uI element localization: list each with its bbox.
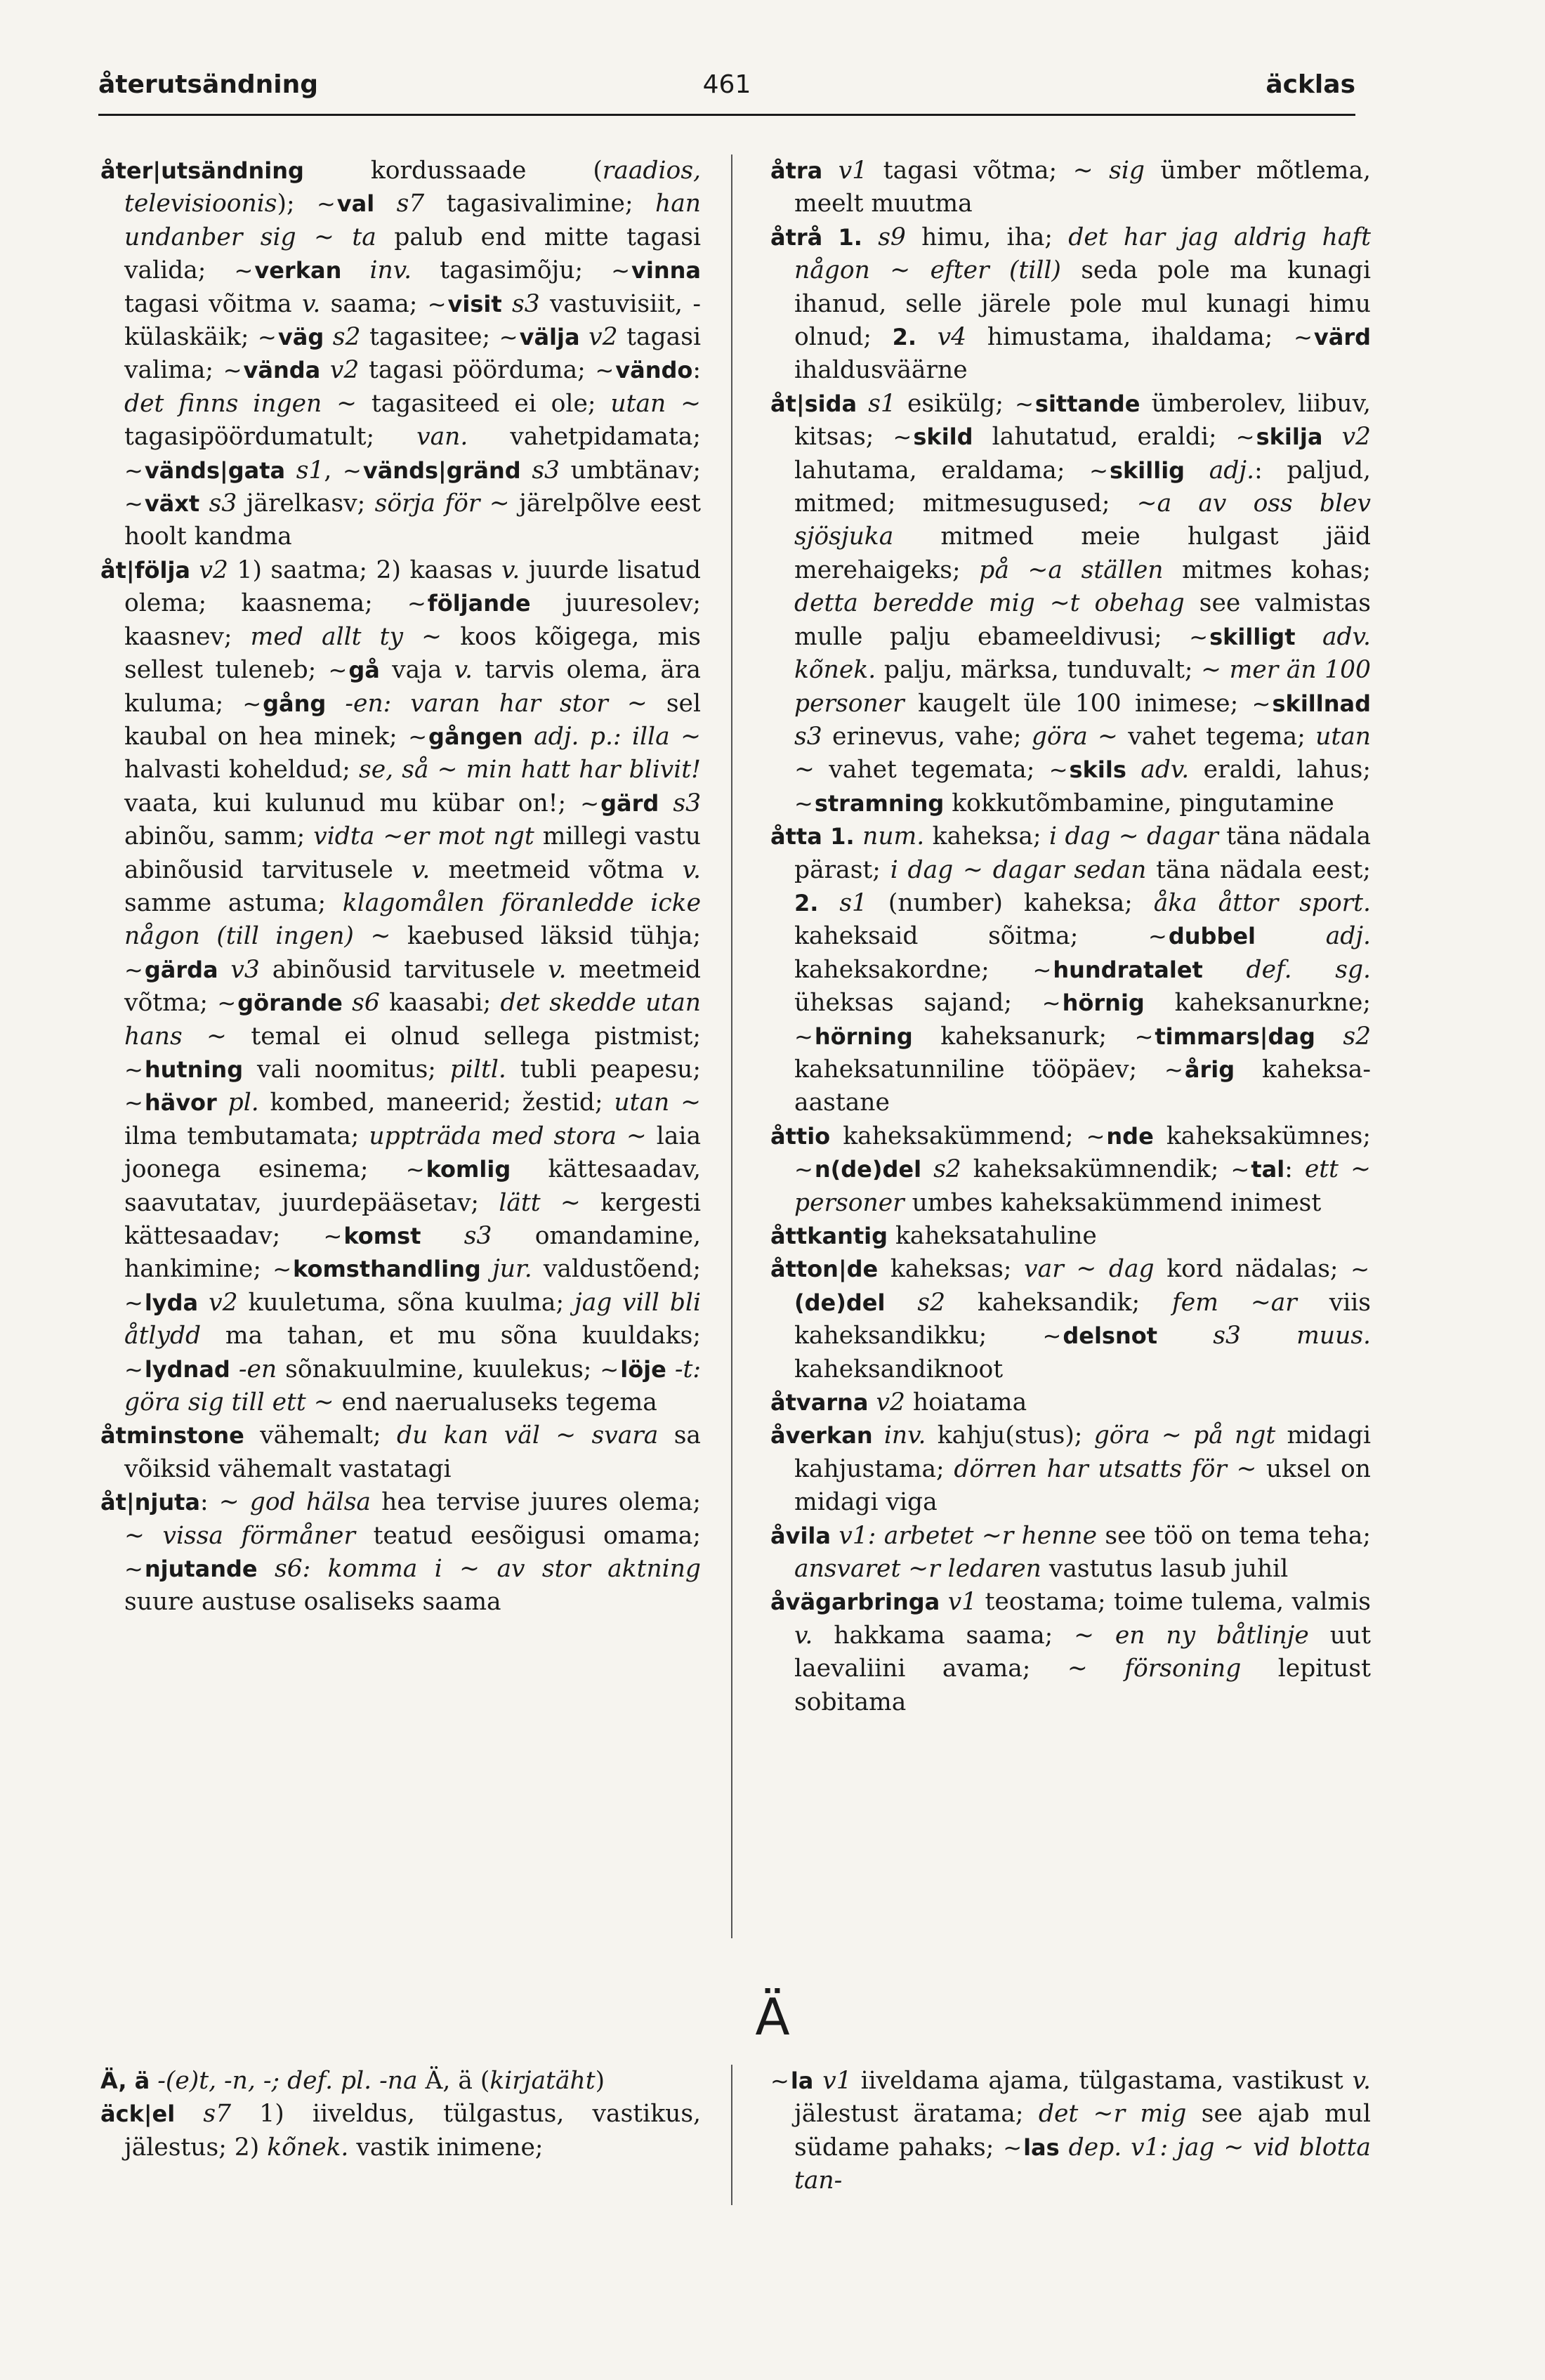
header-rule bbox=[98, 114, 1355, 116]
bottom-left-column bbox=[100, 2065, 701, 2164]
dictionary-entry: åtvarna v2 hoiatama bbox=[770, 1388, 1027, 1417]
dictionary-entry: äck|el s7 1) iiveldus, tülgastus, vastikus, jälestus; 2) kõnek. vastik inimene; bbox=[100, 2100, 702, 2162]
dictionary-entry: åtta 1. num. kaheksa; i dag ~ dagar täna nädala pärast; i dag ~ dagar sedan täna nädala eest; 2. s1 (number) kaheksa; åka åttor sport. kaheksaid sõitma; ~ dubbel adj. kaheksakordne; ~ hundratalet def. sg. üheksas sajand; ~ hörnig kaheksanurkne; ~ hörning kaheksanurk; ~ timmars|dag s2 kaheksatunniline tööpäev; ~ årig kaheksa-aastane bbox=[770, 820, 1371, 1120]
page-number: 461 bbox=[702, 70, 751, 99]
bottom-right-column bbox=[770, 2065, 1371, 2198]
dictionary-entry: åtton|de kaheksas; var ~ dag kord nädalas; ~ (de)del s2 kaheksandik; fem ~ar viis kaheksandikku; ~ delsnot s3 muus. kaheksandiknoot bbox=[770, 1253, 1371, 1386]
column-divider bbox=[731, 154, 732, 1938]
dictionary-entry: åvägarbringa v1 teostama; toime tulema, valmis v. hakkama saama; ~ en ny båtlinje uut laevaliini avama; ~ försoning lepitust sobitama bbox=[770, 1588, 1372, 1716]
dictionary-entry: åtrå 1. s9 himu, iha; det har jag aldrig haft någon ~ efter (till) seda pole ma kunagi ihanud, selle järele pole mul kunagi himu olnud; 2. v4 himustama, ihaldama; ~ värd ihaldusväärne bbox=[770, 221, 1371, 388]
right-column bbox=[770, 154, 1371, 1719]
dictionary-entry: åt|sida s1 esikülg; ~ sittande ümberolev, liibuv, kitsas; ~ skild lahutatud, eraldi; ~ skilja v2 lahutama, eraldama; ~ skillig adj.: paljud, mitmed; mitmesugused; ~a av oss blev sjösjuka mitmed meie hulgast jäid merehaigeks; på ~a ställen mitmes kohas; detta beredde mig ~t obehag see valmistas mulle palju ebameeldivusi; ~ skilligt adv. kõnek. palju, märksa, tunduvalt; ~ mer än 100 personer kaugelt üle 100 inimese; ~ skillnad s3 erinevus, vahe; göra ~ vahet tegema; utan ~ vahet tegemata; ~ skils adv. eraldi, lahus; ~ stramning kokkutõmbamine, pingutamine bbox=[770, 388, 1371, 820]
dictionary-entry: åtminstone vähemalt; du kan väl ~ svara sa võiksid vähemalt vastatagi bbox=[100, 1421, 701, 1483]
dictionary-entry: Ä, ä -(e)t, -n, -; def. pl. -na Ä, ä (kirjatäht) bbox=[100, 2067, 605, 2095]
dictionary-entry: åt|följa v2 1) saatma; 2) kaasas v. juurde lisatud olema; kaasnema; ~ följande juuresolev; kaasnev; med allt ty ~ koos kõigega, mis sellest tuleneb; ~ gå vaja v. tarvis olema, ära kuluma; ~ gång -en: varan har stor ~ sel kaubal on hea minek; ~ gången adj. p.: illa ~ halvasti koheldud; se, så ~ min hatt har blivit! vaata, kui kulunud mu kübar on!; ~ gärd s3 abinõu, samm; vidta ~er mot ngt millegi vastu abinõusid tarvitusele v. meetmeid võtma v. samme astuma; klagomålen föranledde icke någon (till ingen) ~ kaebused läksid tühja; ~ gärda v3 abinõusid tarvitusele v. meetmeid võtma; ~ görande s6 kaasabi; det skedde utan hans ~ temal ei olnud sellega pistmist; ~ hutning vali noomitus; piltl. tubli peapesu; ~ hävor pl. kombed, maneerid; žestid; utan ~ ilma tembutamata; uppträda med stora ~ laia joonega esinema; ~ komlig kättesaadav, saavutatav, juurdepääsetav; lätt ~ kergesti kättesaadav; ~ komst s3 omandamine, hankimine; ~ komsthandling jur. valdustõend; ~ lyda v2 kuuletuma, sõna kuulma; jag vill bli åtlydd ma tahan, et mu sõna kuuldaks; ~ lydnad -en sõnakuulmine, kuulekus; ~ löje -t: göra sig till ett ~ end naerualuseks tegema bbox=[100, 554, 701, 1420]
section-letter: Ä bbox=[755, 1987, 790, 2046]
dictionary-entry: ~ la v1 iiveldama ajama, tülgastama, vastikust v. jälestust äratama; det ~r mig see ajab mul südame pahaks; ~ las dep. v1: jag ~ vid blotta tan- bbox=[770, 2065, 1371, 2198]
dictionary-entry: åt|njuta: ~ god hälsa hea tervise juures olema; ~ vissa förmåner teatud eesõigusi omama; ~ njutande s6: komma i ~ av stor aktning suure austuse osaliseks saama bbox=[100, 1486, 701, 1619]
running-head-right: äcklas bbox=[1265, 70, 1355, 99]
dictionary-entry: åttio kaheksakümmend; ~ nde kaheksakümnes; ~ n(de)del s2 kaheksakümnendik; ~ tal: ett ~ personer umbes kaheksakümmend inimest bbox=[770, 1120, 1371, 1220]
bottom-column-divider bbox=[731, 2065, 732, 2205]
dictionary-entry: åttkantig kaheksatahuline bbox=[770, 1222, 1097, 1250]
left-column bbox=[100, 154, 701, 1619]
dictionary-entry: åvila v1: arbetet ~r henne see töö on tema teha; ansvaret ~r ledaren vastutus lasub juhil bbox=[770, 1521, 1372, 1584]
dictionary-entry: åverkan inv. kahju(stus); göra ~ på ngt midagi kahjustama; dörren har utsatts för ~ uksel on midagi viga bbox=[770, 1421, 1371, 1517]
running-head bbox=[98, 70, 1355, 112]
dictionary-entry: åter|utsändning kordussaade (raadios, televisioonis); ~ val s7 tagasivalimine; han undanber sig ~ ta palub end mitte tagasi valida; ~ verkan inv. tagasimõju; ~ vinna tagasi võitma v. saama; ~ visit s3 vastuvisiit, -külaskäik; ~ väg s2 tagasitee; ~ välja v2 tagasi valima; ~ vända v2 tagasi pöörduma; ~ vändo: det finns ingen ~ tagasiteed ei ole; utan ~ tagasipöördumatult; van. vahetpidamata; ~ vänds|gata s1, ~ vänds|gränd s3 umbtänav; ~ växt s3 järelkasv; sörja för ~ järelpõlve eest hoolt kandma bbox=[100, 154, 701, 554]
dictionary-entry: åtra v1 tagasi võtma; ~ sig ümber mõtlema, meelt muutma bbox=[770, 157, 1371, 218]
running-head-left: återutsändning bbox=[98, 70, 318, 99]
